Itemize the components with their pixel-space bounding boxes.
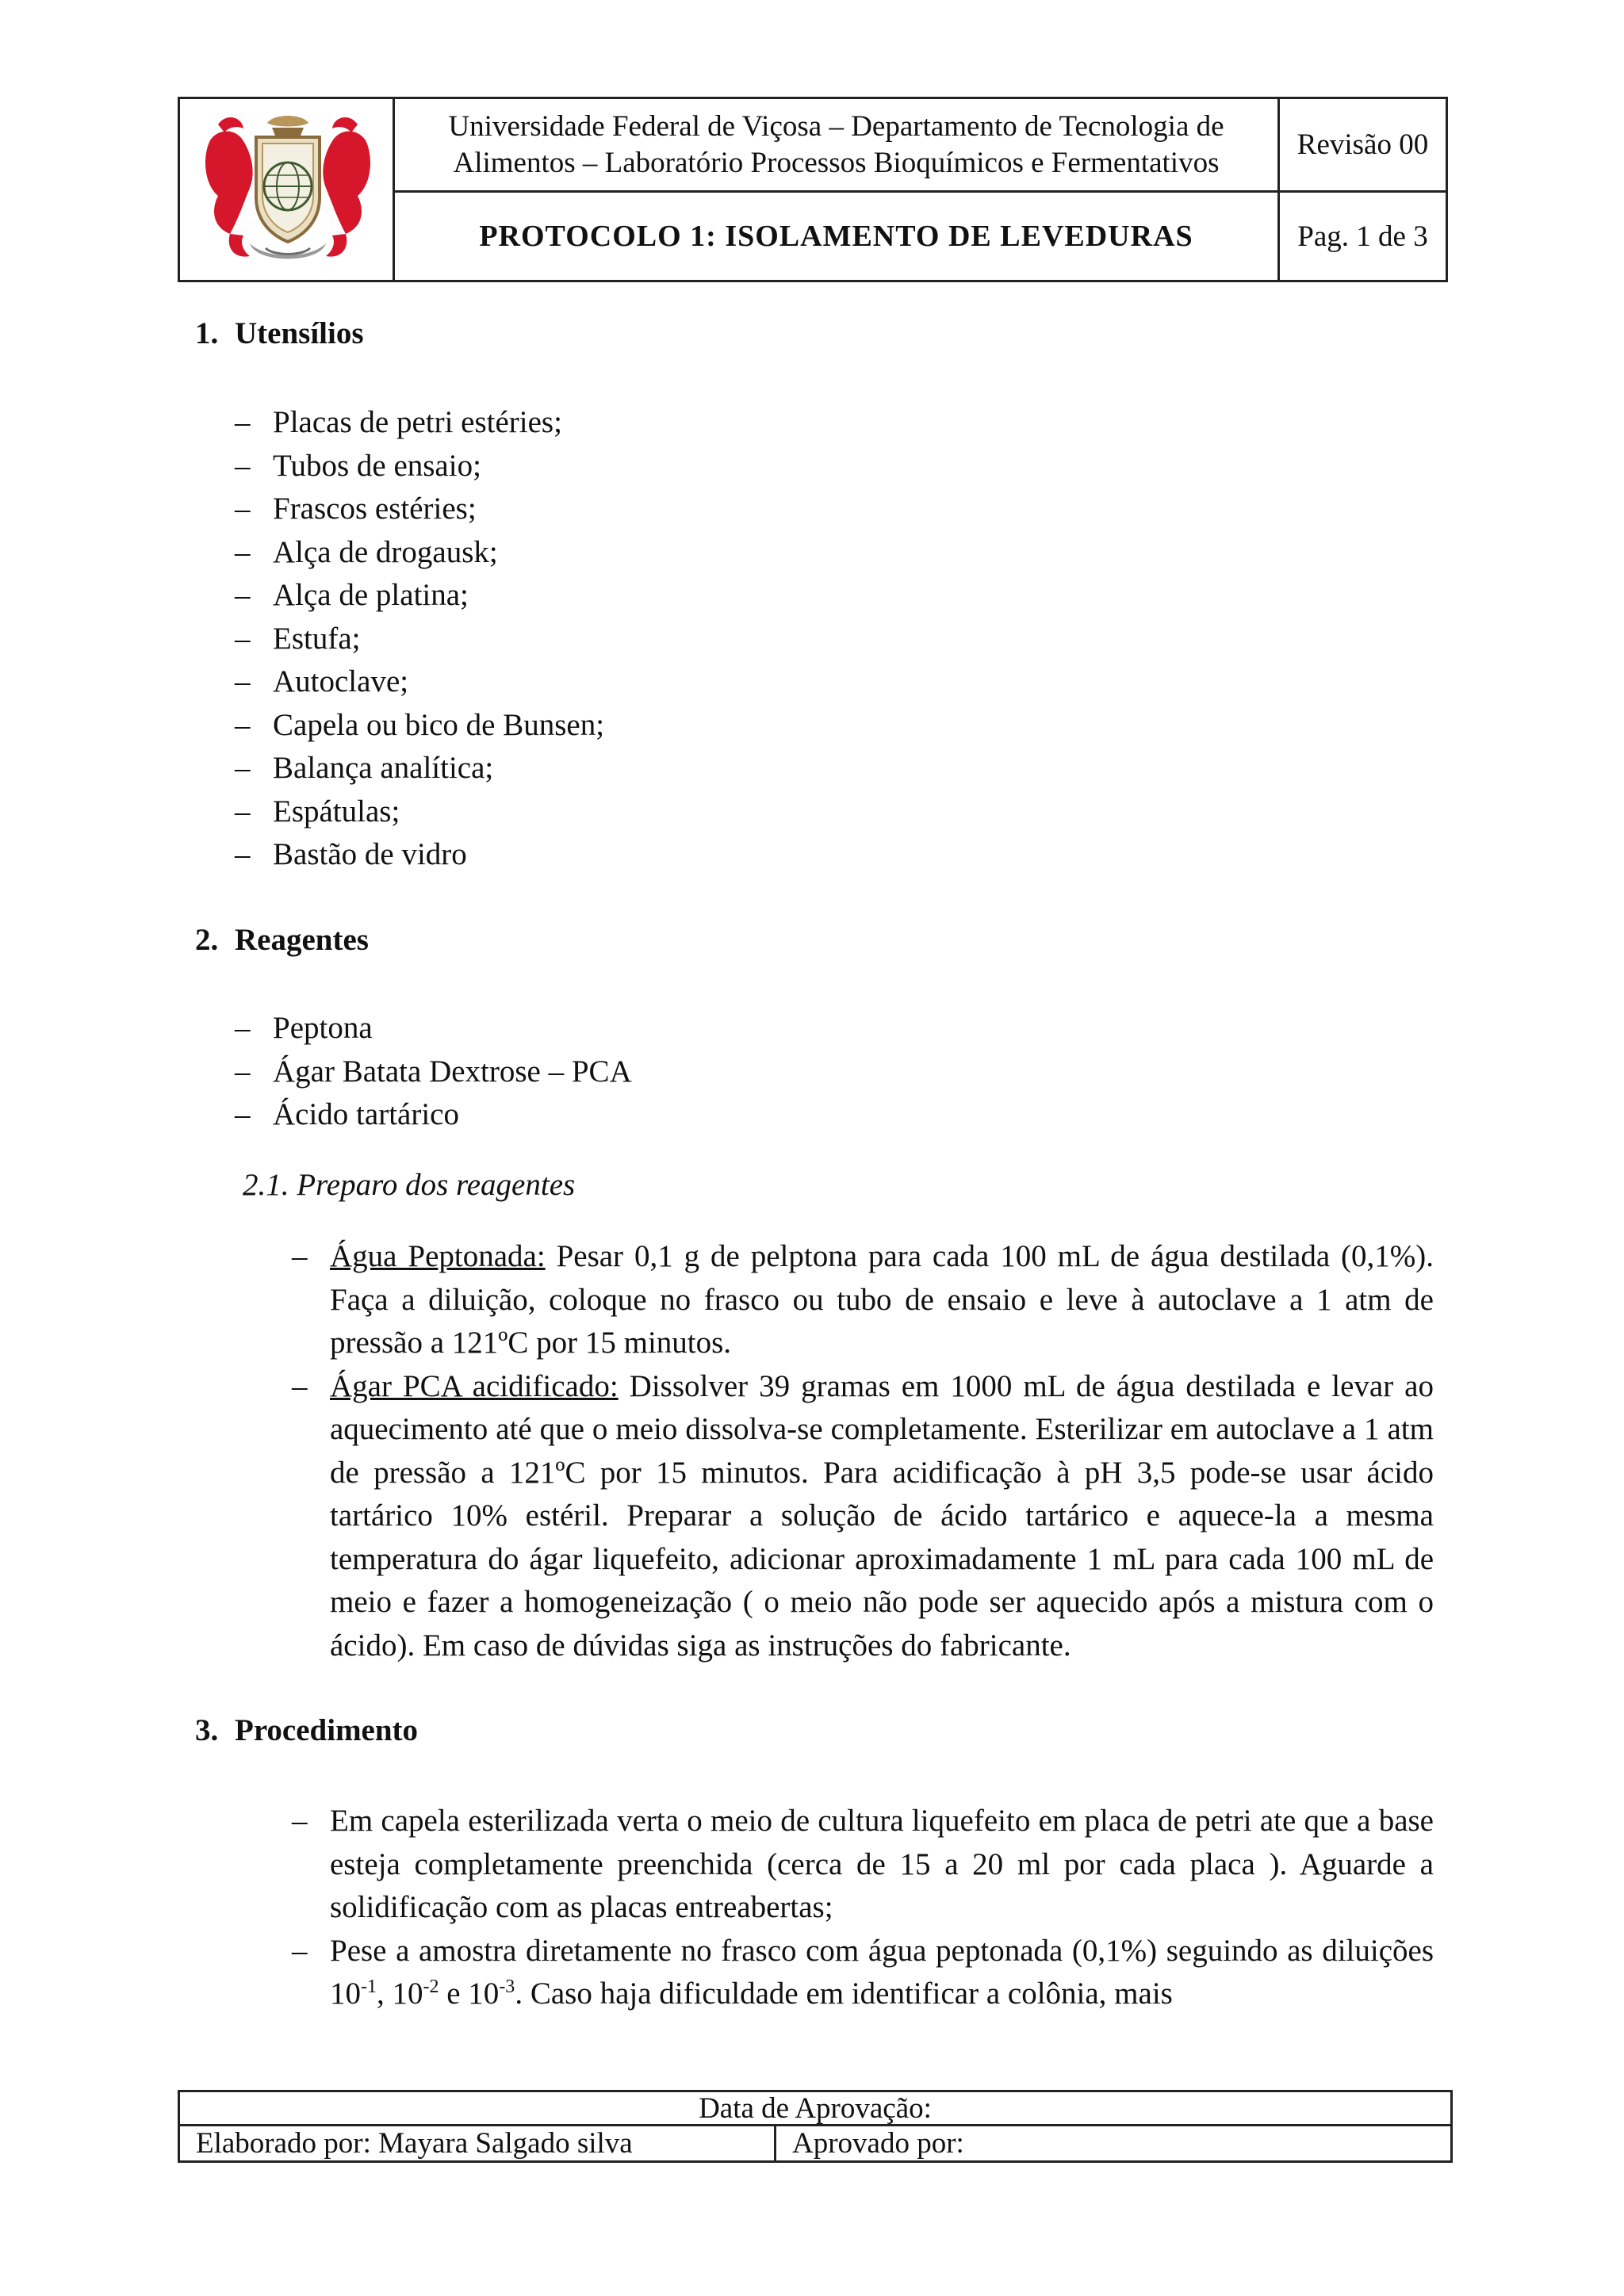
step-text: Pese a amostra diretamente no frasco com água peptonada (0,1%) seguindo as diluições 10 (330, 1933, 1434, 2011)
institution-line-1: Universidade Federal de Viçosa – Departamento de Tecnologia de (448, 109, 1224, 143)
prep-text: Pesar 0,1 g de pelptona para cada 100 mL de água destilada (0,1%). Faça a diluição, coloque no frasco ou tubo de ensaio e leve à autoclave a 1 atm de pressão a 121ºC por 15 minutos. (330, 1239, 1434, 1360)
step-text: e 10 (439, 1976, 500, 2011)
list-item: – Peptona (235, 1007, 632, 1050)
list-item: – Alça de platina; (235, 574, 604, 618)
utensilios-list (235, 401, 604, 877)
list-item: – Frascos estéries; (235, 488, 604, 531)
prep-label: Ágar PCA acidificado: (330, 1368, 619, 1403)
step-text: . Caso haja dificuldade em identificar a colônia, mais (515, 1976, 1173, 2011)
list-item: – Ácido tartárico (235, 1093, 632, 1137)
exponent: -2 (423, 1976, 439, 1997)
revision-label: Revisão 00 (1280, 99, 1446, 193)
list-item: – Balança analítica; (235, 747, 604, 790)
page-indicator: Pag. 1 de 3 (1297, 220, 1428, 253)
exponent: -3 (499, 1976, 515, 1997)
prepared-by: Elaborado por: Mayara Salgado silva (180, 2126, 776, 2160)
list-item: – Alça de drogausk; (235, 531, 604, 575)
step-text: , 10 (377, 1976, 423, 2011)
section-number: 2. (195, 923, 219, 957)
protocol-title: PROTOCOLO 1: ISOLAMENTO DE LEVEDURAS (395, 193, 1280, 280)
reagent-prep-list (292, 1235, 1434, 1667)
procedure-list (292, 1800, 1434, 2016)
list-item: – Espátulas; (235, 790, 604, 834)
prep-item-agua-peptonada (292, 1235, 1434, 1365)
list-item: – Ágar Batata Dextrose – PCA (235, 1050, 632, 1094)
list-item: – Bastão de vidro (235, 833, 604, 877)
section-number: 1. (195, 316, 219, 350)
list-item: – Tubos de ensaio; (235, 445, 604, 488)
procedure-step (292, 1930, 1434, 2016)
section-heading-utensilios (195, 316, 364, 351)
section-title: Procedimento (235, 1713, 419, 1747)
institution-name (395, 99, 1280, 193)
procedure-step: – Em capela esterilizada verta o meio de cultura liquefeito em placa de petri ate que a base esteja completamente preenchida (cerca de 15 a 20 ml por cada placa ). Aguarde a solidificação com as placas entreabertas; (292, 1800, 1434, 1930)
section-title: Utensílios (235, 316, 364, 350)
logo-cell (180, 99, 395, 280)
list-item: – Estufa; (235, 618, 604, 661)
section-number: 3. (195, 1713, 219, 1747)
institution-line-2: Alimentos – Laboratório Processos Bioquímicos e Fermentativos (453, 146, 1220, 179)
exponent: -1 (361, 1976, 377, 1997)
prep-item-agar-pca (292, 1365, 1434, 1668)
document-footer (178, 2090, 1453, 2163)
document-header (178, 97, 1448, 282)
subsection-title: 2.1. Preparo dos reagentes (243, 1168, 576, 1202)
list-item: – Autoclave; (235, 660, 604, 704)
section-heading-procedimento (195, 1712, 418, 1748)
reagentes-list (235, 1007, 632, 1137)
approved-by: Aprovado por: (792, 2127, 964, 2160)
approval-date: Data de Aprovação: (180, 2092, 1450, 2126)
prep-label: Água Peptonada: (330, 1239, 546, 1273)
list-item: – Placas de petri estéries; (235, 401, 604, 445)
section-heading-reagentes (195, 922, 369, 958)
prep-text: Dissolver 39 gramas em 1000 mL de água destilada e levar ao aquecimento até que o meio dissolva-se completamente. Esterilizar em autoclave a 1 atm de pressão a 121ºC por 15 minutos. Para acidificação à pH 3,5 pode-se usar ácido tartárico 10% estéril. Preparar a solução de ácido tartárico e aquece-la a mesma temperatura do ágar liquefeito, adicionar aproximadamente 1 mL para cada 100 mL de meio e fazer a homogeneização ( o meio não pode ser aquecido após a mistura com o ácido). Em caso de dúvidas siga as instruções do fabricante. (330, 1368, 1434, 1663)
ufv-coat-of-arms-icon (194, 109, 381, 272)
section-title: Reagentes (235, 923, 369, 957)
list-item: – Capela ou bico de Bunsen; (235, 704, 604, 748)
